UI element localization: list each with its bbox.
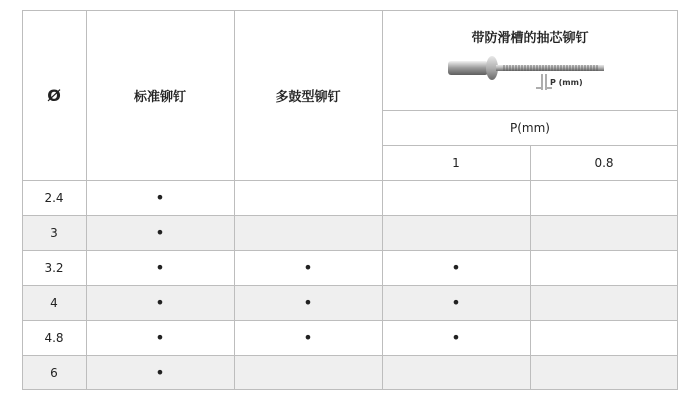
column-divider [86, 10, 87, 390]
table-border-top [22, 10, 678, 11]
grooved-rivet-header: 带防滑槽的抽芯铆钉 [471, 30, 589, 46]
p-value-1-header: 1 [452, 155, 460, 170]
p-unit-header: P(mm) [510, 120, 550, 135]
column-divider [234, 10, 235, 390]
standard-rivet-cell: • [155, 187, 165, 207]
column-divider [382, 10, 383, 390]
multi-grip-rivet-cell: • [303, 327, 313, 347]
p-1-cell [382, 180, 530, 215]
p-1-cell [382, 215, 530, 250]
standard-rivet-cell: • [155, 222, 165, 242]
header-divider [382, 110, 678, 111]
column-divider [530, 145, 531, 390]
header-bottom [22, 180, 678, 181]
p-08-cell [530, 355, 678, 390]
row-divider [22, 215, 678, 216]
table-border-left [22, 10, 23, 390]
multi-grip-rivet-cell: • [303, 292, 313, 312]
p-08-cell [530, 180, 678, 215]
row-divider [22, 355, 678, 356]
standard-rivet-cell: • [155, 362, 165, 382]
multi-grip-rivet-cell: • [303, 257, 313, 277]
p-08-cell [530, 215, 678, 250]
p-08-cell [530, 320, 678, 355]
p-1-cell [382, 355, 530, 390]
pitch-label: P (mm) [550, 78, 583, 87]
multi-grip-rivet-cell [234, 180, 382, 215]
p-1-cell: • [451, 257, 461, 277]
diameter-cell: 3.2 [44, 260, 64, 275]
multi-grip-rivet-header: 多鼓型铆钉 [275, 89, 341, 105]
p-value-08-header: 0.8 [594, 155, 614, 170]
diameter-cell: 4.8 [44, 330, 64, 345]
p-08-cell [530, 285, 678, 320]
diameter-cell: 4 [50, 295, 58, 310]
diameter-cell: 6 [50, 365, 58, 380]
standard-rivet-cell: • [155, 257, 165, 277]
multi-grip-rivet-cell [234, 355, 382, 390]
p-1-cell: • [451, 292, 461, 312]
table-border-bottom [22, 389, 678, 390]
p-08-cell [530, 250, 678, 285]
rivet-diagram [442, 54, 612, 96]
multi-grip-rivet-cell [234, 215, 382, 250]
rivet-compatibility-table [22, 10, 678, 390]
standard-rivet-cell: • [155, 327, 165, 347]
diameter-cell: 3 [50, 225, 58, 240]
p-1-cell: • [451, 327, 461, 347]
diameter-header: Ø [47, 85, 61, 105]
diameter-cell: 2.4 [44, 190, 64, 205]
table-border-right [677, 10, 678, 390]
standard-rivet-header: 标准铆钉 [133, 89, 186, 105]
row-divider [22, 250, 678, 251]
row-divider [22, 285, 678, 286]
row-divider [22, 320, 678, 321]
standard-rivet-cell: • [155, 292, 165, 312]
